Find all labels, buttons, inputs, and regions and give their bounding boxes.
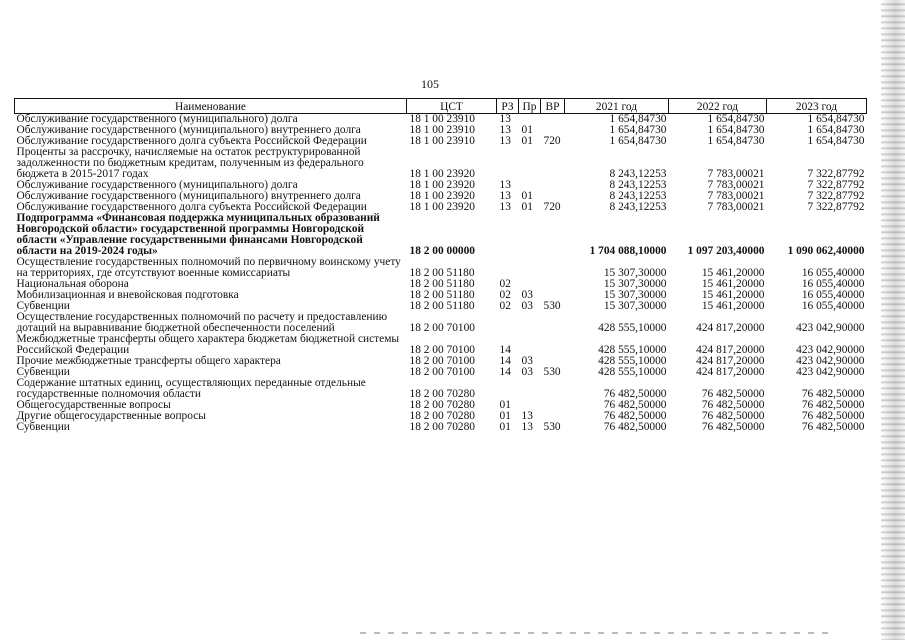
cell-2023: 76 482,50000 (801, 410, 865, 422)
cell-rz (497, 378, 519, 400)
page-number: 105 (421, 77, 439, 91)
cell-2022: 15 461,20000 (701, 289, 765, 301)
cell-name: Национальная оборона (16, 278, 129, 290)
cell-2023: 76 482,50000 (801, 388, 865, 400)
table-row (15, 422, 867, 433)
cell-2021: 1 654,84730 (609, 124, 667, 136)
cell-vr (541, 279, 565, 290)
cell-cst: 18 2 00 70280 (409, 421, 475, 433)
cell-cst: 18 2 00 00000 (409, 245, 475, 257)
table-row (15, 312, 867, 334)
cell-name: Субвенции (16, 421, 70, 433)
cell-pr (519, 147, 541, 180)
cell-rz: 02 (499, 278, 511, 290)
cell-rz: 02 (499, 289, 511, 301)
cell-vr: 530 (543, 300, 561, 312)
column-header-2022: 2022 год (669, 99, 767, 114)
cell-2021: 15 307,30000 (603, 289, 667, 301)
cell-cst: 18 2 00 70280 (409, 410, 475, 422)
scan-bottom-artifact (360, 632, 830, 634)
table-row (15, 213, 867, 257)
cell-2021: 15 307,30000 (603, 300, 667, 312)
cell-rz (497, 312, 519, 334)
cell-vr (541, 147, 565, 180)
cell-2023: 7 322,87792 (807, 190, 865, 202)
cell-2022: 15 461,20000 (701, 300, 765, 312)
column-header-2023: 2023 год (767, 99, 867, 114)
table-row (15, 334, 867, 356)
cell-rz: 14 (499, 366, 511, 378)
cell-cst: 18 2 00 70100 (409, 344, 475, 356)
cell-2022: 424 817,20000 (696, 344, 765, 356)
cell-2022: 15 461,20000 (701, 278, 765, 290)
cell-name: Межбюджетные трансферты общего характера бюджетам бюджетной системы Российской Федерации (16, 333, 400, 356)
cell-2022: 7 783,00021 (707, 190, 765, 202)
table-row (15, 147, 867, 180)
cell-2021: 8 243,12253 (609, 168, 667, 180)
cell-name: Обслуживание государственного долга субъекта Российской Федерации (16, 135, 367, 147)
cell-2023: 423 042,90000 (796, 355, 865, 367)
cell-2023: 1 090 062,40000 (787, 245, 865, 257)
cell-name: Осуществление государственных полномочий по первичному воинскому учету на территориях, где отсутствуют военные комиссариаты (16, 256, 401, 279)
cell-name: Проценты за рассрочку, начисляемые на остаток реструктурированной задолженности по бюджетным кредитам, полученным из федерального бюджета в 2015-2017 годах (16, 146, 364, 180)
cell-2021: 8 243,12253 (609, 201, 667, 213)
cell-name: Общегосударственные вопросы (16, 399, 171, 411)
cell-name: Содержание штатных единиц, осуществляющих переданные отдельные государственные полномочия области (16, 377, 366, 400)
cell-2022: 1 654,84730 (707, 135, 765, 147)
cell-pr: 01 (521, 124, 533, 136)
cell-vr (541, 257, 565, 279)
cell-2022: 7 783,00021 (707, 168, 765, 180)
cell-vr (541, 334, 565, 356)
cell-2022: 7 783,00021 (707, 201, 765, 213)
cell-2023: 16 055,40000 (801, 278, 865, 290)
cell-2023: 7 322,87792 (807, 201, 865, 213)
cell-pr: 01 (521, 190, 533, 202)
cell-2022: 76 482,50000 (701, 388, 765, 400)
cell-rz: 13 (499, 135, 511, 147)
cell-vr (541, 114, 565, 126)
column-header-cst: ЦСТ (407, 99, 497, 114)
table-row (15, 378, 867, 400)
cell-name: Осуществление государственных полномочий по расчету и предоставлению дотаций на выравнивание бюджетной обеспеченности поселений (16, 311, 388, 334)
table-body (15, 114, 867, 434)
cell-rz (497, 257, 519, 279)
cell-cst: 18 2 00 70100 (409, 366, 475, 378)
cell-name: Обслуживание государственного (муниципального) долга (16, 179, 298, 191)
cell-2022: 424 817,20000 (696, 322, 765, 334)
cell-rz: 13 (499, 124, 511, 136)
cell-name: Другие общегосударственные вопросы (16, 410, 206, 422)
cell-2021: 76 482,50000 (603, 399, 667, 411)
cell-rz: 01 (499, 399, 511, 411)
cell-2021: 76 482,50000 (603, 388, 667, 400)
table-header-row (15, 99, 867, 114)
cell-pr: 13 (521, 410, 533, 422)
cell-rz (497, 213, 519, 257)
cell-rz: 01 (499, 410, 511, 422)
cell-2022: 76 482,50000 (701, 421, 765, 433)
cell-rz: 02 (499, 300, 511, 312)
cell-vr (541, 213, 565, 257)
cell-2022: 7 783,00021 (707, 179, 765, 191)
scan-edge-artifact (881, 0, 905, 640)
column-header-vr: ВР (541, 99, 565, 114)
cell-vr (541, 400, 565, 411)
cell-pr: 03 (521, 289, 533, 301)
cell-pr (519, 312, 541, 334)
cell-rz: 14 (499, 355, 511, 367)
cell-vr (541, 180, 565, 191)
cell-cst: 18 2 00 70100 (409, 355, 475, 367)
cell-pr: 01 (521, 135, 533, 147)
cell-name: Обслуживание государственного (муниципального) внутреннего долга (16, 190, 361, 202)
cell-2022: 1 097 203,40000 (687, 245, 765, 257)
cell-rz: 01 (499, 421, 511, 433)
cell-pr (519, 378, 541, 400)
cell-pr (519, 257, 541, 279)
cell-2021: 1 704 088,10000 (589, 245, 667, 257)
cell-2021: 1 654,84730 (609, 135, 667, 147)
cell-2021: 15 307,30000 (603, 278, 667, 290)
cell-2023: 1 654,84730 (807, 124, 865, 136)
table-row (15, 257, 867, 279)
cell-pr: 03 (521, 355, 533, 367)
column-header-2021: 2021 год (565, 99, 669, 114)
cell-2021: 8 243,12253 (609, 190, 667, 202)
cell-rz: 13 (499, 201, 511, 213)
cell-cst: 18 1 00 23920 (409, 190, 475, 202)
cell-2023: 1 654,84730 (807, 113, 865, 125)
cell-pr (519, 334, 541, 356)
cell-2022: 76 482,50000 (701, 399, 765, 411)
cell-2023: 7 322,87792 (807, 179, 865, 191)
cell-2023: 7 322,87792 (807, 168, 865, 180)
cell-cst: 18 1 00 23920 (409, 168, 475, 180)
cell-cst: 18 1 00 23920 (409, 201, 475, 213)
cell-2021: 1 654,84730 (609, 113, 667, 125)
cell-2022: 15 461,20000 (701, 267, 765, 279)
cell-2021: 76 482,50000 (603, 410, 667, 422)
cell-rz: 13 (499, 113, 511, 125)
cell-name: Обслуживание государственного (муниципального) долга (16, 113, 298, 125)
cell-2023: 16 055,40000 (801, 300, 865, 312)
cell-2021: 428 555,10000 (598, 355, 667, 367)
cell-vr: 720 (543, 135, 561, 147)
cell-cst: 18 2 00 51180 (409, 300, 475, 312)
cell-cst: 18 2 00 51180 (409, 289, 475, 301)
cell-vr: 720 (543, 201, 561, 213)
cell-cst: 18 1 00 23910 (409, 135, 475, 147)
cell-vr (541, 312, 565, 334)
cell-2022: 76 482,50000 (701, 410, 765, 422)
cell-cst: 18 2 00 70280 (409, 399, 475, 411)
cell-vr: 530 (543, 421, 561, 433)
column-header-rz: РЗ (497, 99, 519, 114)
cell-cst: 18 2 00 70100 (409, 322, 475, 334)
cell-rz: 13 (499, 179, 511, 191)
cell-2023: 423 042,90000 (796, 366, 865, 378)
cell-2023: 423 042,90000 (796, 344, 865, 356)
cell-cst: 18 1 00 23920 (409, 179, 475, 191)
cell-cst: 18 2 00 51180 (409, 278, 475, 290)
cell-2021: 428 555,10000 (598, 344, 667, 356)
cell-2023: 16 055,40000 (801, 289, 865, 301)
cell-2021: 8 243,12253 (609, 179, 667, 191)
cell-2021: 428 555,10000 (598, 366, 667, 378)
cell-2023: 16 055,40000 (801, 267, 865, 279)
column-header-name: Наименование (15, 99, 407, 114)
cell-pr (519, 213, 541, 257)
cell-2021: 15 307,30000 (603, 267, 667, 279)
cell-name: Обслуживание государственного долга субъекта Российской Федерации (16, 201, 367, 213)
cell-2021: 428 555,10000 (598, 322, 667, 334)
cell-2022: 424 817,20000 (696, 355, 765, 367)
cell-2021: 76 482,50000 (603, 421, 667, 433)
cell-pr: 01 (521, 201, 533, 213)
budget-table (14, 98, 867, 433)
cell-2023: 76 482,50000 (801, 399, 865, 411)
cell-name: Подпрограмма «Финансовая поддержка муниципальных образований Новгородской области» государственной программы Новгородской области «Управление государственными финансами Новгородской области на 2019-2024 годы» (16, 212, 380, 257)
cell-cst: 18 1 00 23910 (409, 124, 475, 136)
cell-2022: 1 654,84730 (707, 124, 765, 136)
column-header-pr: Пр (519, 99, 541, 114)
cell-rz: 14 (499, 344, 511, 356)
cell-cst: 18 2 00 70280 (409, 388, 475, 400)
cell-2023: 1 654,84730 (807, 135, 865, 147)
cell-vr: 530 (543, 366, 561, 378)
cell-vr (541, 378, 565, 400)
cell-cst: 18 2 00 51180 (409, 267, 475, 279)
cell-name: Мобилизационная и вневойсковая подготовка (16, 289, 239, 301)
cell-name: Субвенции (16, 366, 70, 378)
cell-rz: 13 (499, 190, 511, 202)
cell-cst: 18 1 00 23910 (409, 113, 475, 125)
cell-2023: 423 042,90000 (796, 322, 865, 334)
cell-2022: 1 654,84730 (707, 113, 765, 125)
cell-name: Субвенции (16, 300, 70, 312)
cell-rz (497, 147, 519, 180)
cell-pr: 03 (521, 300, 533, 312)
cell-pr: 03 (521, 366, 533, 378)
cell-2022: 424 817,20000 (696, 366, 765, 378)
cell-name: Обслуживание государственного (муниципального) внутреннего долга (16, 124, 361, 136)
cell-2023: 76 482,50000 (801, 421, 865, 433)
cell-pr: 13 (521, 421, 533, 433)
cell-name: Прочие межбюджетные трансферты общего характера (16, 355, 281, 367)
